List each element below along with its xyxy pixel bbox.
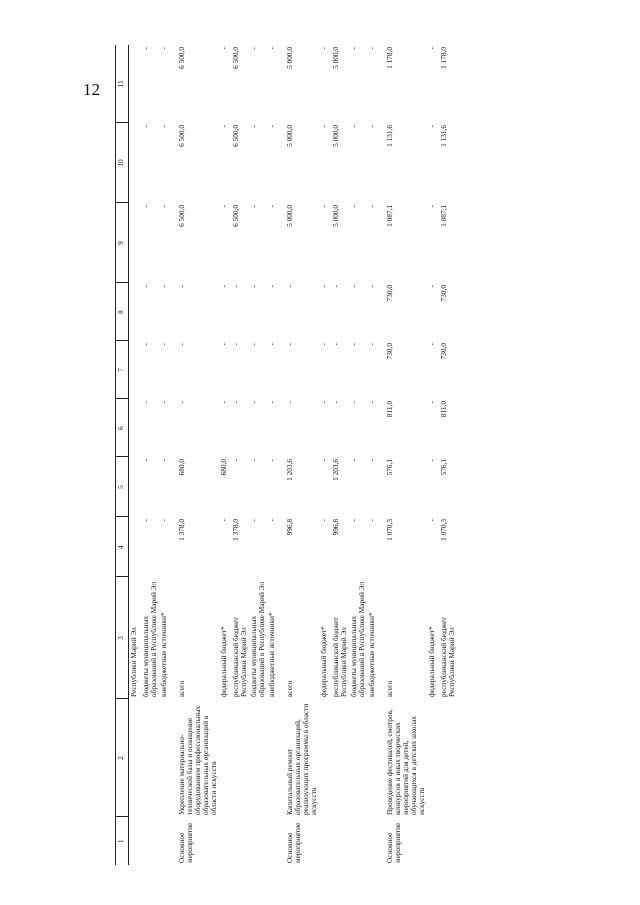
cell-col-2 — [159, 699, 171, 817]
cell-col-11: 1 178,0 — [385, 47, 395, 69]
cell-col-8: - — [367, 285, 377, 288]
cell-col-1: Основное мероприятие — [385, 822, 403, 863]
cell-col-3: бюджеты муниципальных образований в Республике Марий Эл — [249, 581, 267, 697]
cell-col-3: внебюджетные источники* — [159, 612, 169, 697]
cell-col-2: Проведение фестивалей, смотров, конкурсов и иных творческих мероприятий для детей, обучающихся в детских школах искусств — [385, 709, 427, 815]
table-row — [159, 45, 171, 865]
cell-col-9: 6 500,0 — [231, 205, 241, 227]
cell-col-2 — [319, 699, 331, 817]
cell-col-4: - — [249, 519, 259, 522]
cell-col-8: - — [219, 285, 229, 288]
cell-col-10: 5 000,0 — [331, 125, 341, 147]
table-row — [331, 45, 349, 865]
column-header: 10 — [116, 123, 129, 203]
table-row — [249, 45, 267, 865]
cell-col-1 — [267, 817, 279, 865]
cell-col-2 — [349, 699, 367, 817]
cell-col-11: - — [219, 47, 229, 50]
cell-col-1 — [129, 817, 142, 865]
cell-col-4 — [129, 517, 142, 577]
cell-col-5: 576,1 — [439, 459, 449, 476]
cell-col-5: - — [249, 459, 259, 462]
cell-col-1 — [231, 817, 249, 865]
cell-col-11: 5 000,0 — [331, 47, 341, 69]
table-row — [349, 45, 367, 865]
cell-col-1 — [331, 817, 349, 865]
cell-col-4: - — [349, 519, 359, 522]
cell-col-7: - — [319, 343, 329, 346]
cell-col-8: - — [177, 285, 187, 288]
cell-col-8: 730,0 — [385, 285, 395, 302]
table-row — [385, 45, 427, 865]
table-row — [141, 45, 159, 865]
cell-col-10: - — [249, 125, 259, 128]
cell-col-9: - — [249, 205, 259, 208]
cell-col-9: 6 500,0 — [177, 205, 187, 227]
column-header: 4 — [116, 517, 129, 577]
cell-col-8: - — [319, 285, 329, 288]
cell-col-8: - — [231, 285, 241, 288]
cell-col-5: 1 203,6 — [285, 459, 295, 481]
cell-col-6: - — [349, 401, 359, 404]
cell-col-3: внебюджетные источники* — [267, 612, 277, 697]
cell-col-3: республиканский бюджет Республики Марий Эл — [439, 617, 457, 697]
cell-col-2 — [249, 699, 267, 817]
cell-col-9: 5 000,0 — [285, 205, 295, 227]
cell-col-5: 680,0 — [177, 459, 187, 476]
cell-col-9 — [129, 203, 142, 283]
cell-col-8: - — [141, 285, 150, 288]
cell-col-5: 680,0 — [219, 459, 229, 476]
cell-col-5: - — [319, 459, 329, 462]
cell-col-8 — [129, 283, 142, 341]
cell-col-3: республиканский бюджет Республики Марий Эл — [231, 617, 249, 697]
cell-col-10: - — [367, 125, 377, 128]
cell-col-1 — [427, 817, 439, 865]
cell-col-6: - — [231, 401, 241, 404]
cell-col-8: - — [249, 285, 259, 288]
cell-col-7: - — [231, 343, 241, 346]
cell-col-4: - — [219, 519, 229, 522]
column-header: 1 — [116, 817, 129, 865]
cell-col-7: - — [159, 343, 169, 346]
cell-col-11: 1 178,0 — [439, 47, 449, 69]
cell-col-5: - — [349, 459, 359, 462]
table-row — [177, 45, 219, 865]
cell-col-2 — [439, 699, 457, 817]
cell-col-1 — [219, 817, 231, 865]
cell-col-7: - — [367, 343, 377, 346]
cell-col-11: 6 500,0 — [177, 47, 187, 69]
cell-col-1: Основное мероприятие — [285, 822, 303, 863]
cell-col-11: - — [267, 47, 277, 50]
cell-col-5: - — [427, 459, 437, 462]
cell-col-3: федеральный бюджет* — [427, 626, 437, 697]
cell-col-2 — [141, 699, 159, 817]
cell-col-6 — [129, 399, 142, 457]
cell-col-7: - — [141, 343, 150, 346]
cell-col-11: 5 000,0 — [285, 47, 295, 69]
cell-col-4: 1 378,0 — [177, 519, 187, 541]
cell-col-10: - — [319, 125, 329, 128]
cell-col-3: всего — [285, 680, 295, 697]
cell-col-5: - — [231, 459, 241, 462]
cell-col-6: - — [219, 401, 229, 404]
column-header: 6 — [116, 399, 129, 457]
cell-col-10: 1 131,6 — [439, 125, 449, 147]
cell-col-8: - — [349, 285, 359, 288]
cell-col-5: - — [267, 459, 277, 462]
cell-col-6: - — [367, 401, 377, 404]
cell-col-4: - — [367, 519, 377, 522]
cell-col-5 — [129, 457, 142, 517]
cell-col-7: - — [349, 343, 359, 346]
column-header: 8 — [116, 283, 129, 341]
cell-col-5: 576,1 — [385, 459, 395, 476]
cell-col-2 — [267, 699, 279, 817]
cell-col-11: - — [349, 47, 359, 50]
cell-col-10: 6 500,0 — [231, 125, 241, 147]
cell-col-4: - — [159, 519, 169, 522]
column-header: 2 — [116, 699, 129, 817]
cell-col-6: - — [427, 401, 437, 404]
cell-col-10: - — [219, 125, 229, 128]
cell-col-10: - — [159, 125, 169, 128]
cell-col-7: - — [285, 343, 295, 346]
table-row — [219, 45, 231, 865]
cell-col-9: - — [159, 205, 169, 208]
cell-col-3: всего — [177, 680, 187, 697]
cell-col-3: бюджеты муниципальных образований в Республике Марий Эл — [349, 581, 367, 697]
cell-col-3: внебюджетные источники* — [367, 612, 377, 697]
column-header: 7 — [116, 341, 129, 399]
cell-col-7: 730,0 — [439, 343, 449, 360]
cell-col-11: - — [427, 47, 437, 50]
cell-col-9: - — [141, 205, 150, 208]
cell-col-2: Укрепление материально-технической базы и оснащение оборудованием профессиональных образовательных организаций в области искусств — [177, 705, 219, 815]
table-row — [285, 45, 319, 865]
cell-col-10: 1 131,6 — [385, 125, 395, 147]
cell-col-6: - — [177, 401, 187, 404]
cell-col-9: - — [367, 205, 377, 208]
cell-col-10: - — [349, 125, 359, 128]
cell-col-2 — [331, 699, 349, 817]
table-row — [427, 45, 439, 865]
cell-col-7: - — [427, 343, 437, 346]
cell-col-1: Основное мероприятие — [177, 822, 195, 863]
cell-col-2 — [129, 699, 142, 817]
table-row — [231, 45, 249, 865]
table-body — [129, 45, 458, 865]
cell-col-11: - — [249, 47, 259, 50]
cell-col-6: - — [249, 401, 259, 404]
cell-col-4: 1 378,0 — [231, 519, 241, 541]
cell-col-1 — [349, 817, 367, 865]
cell-col-11: - — [141, 47, 150, 50]
column-header: 11 — [116, 45, 129, 123]
cell-col-2 — [231, 699, 249, 817]
cell-col-10: 6 500,0 — [177, 125, 187, 147]
cell-col-1 — [141, 817, 159, 865]
cell-col-10: - — [141, 125, 150, 128]
cell-col-9: 1 087,1 — [385, 205, 395, 227]
cell-col-9: - — [219, 205, 229, 208]
cell-col-8: 730,0 — [439, 285, 449, 302]
cell-col-1 — [319, 817, 331, 865]
cell-col-1 — [439, 817, 457, 865]
cell-col-6: - — [331, 401, 341, 404]
table-row — [439, 45, 457, 865]
cell-col-6: - — [319, 401, 329, 404]
column-header: 5 — [116, 457, 129, 517]
cell-col-11 — [129, 45, 142, 123]
cell-col-9: 1 087,1 — [439, 205, 449, 227]
cell-col-6: 811,0 — [385, 401, 395, 418]
cell-col-9: - — [349, 205, 359, 208]
cell-col-7: - — [249, 343, 259, 346]
header-row — [116, 45, 129, 865]
cell-col-2 — [367, 699, 379, 817]
cell-col-6: - — [159, 401, 169, 404]
cell-col-4: - — [267, 519, 277, 522]
cell-col-8: - — [267, 285, 277, 288]
column-header: 9 — [116, 203, 129, 283]
cell-col-9: - — [319, 205, 329, 208]
cell-col-4: 996,8 — [331, 519, 341, 536]
cell-col-3: федеральный бюджет* — [319, 626, 329, 697]
cell-col-9: 5 000,0 — [331, 205, 341, 227]
cell-col-3: бюджеты муниципальных образований в Республике Марий Эл — [141, 581, 159, 697]
cell-col-4: 996,8 — [285, 519, 295, 536]
cell-col-6: - — [267, 401, 277, 404]
cell-col-7: - — [219, 343, 229, 346]
rotated-sheet — [115, 45, 585, 865]
cell-col-3: всего — [385, 680, 395, 697]
table-row — [129, 45, 142, 865]
budget-table — [115, 45, 457, 865]
cell-col-3: республиканский бюджет Республики Марий Эл — [331, 617, 349, 697]
cell-col-2 — [219, 699, 231, 817]
cell-col-1 — [159, 817, 171, 865]
cell-col-4: 1 070,3 — [439, 519, 449, 541]
cell-col-5: - — [141, 459, 150, 462]
cell-col-7: - — [331, 343, 341, 346]
cell-col-5: - — [159, 459, 169, 462]
cell-col-8: - — [331, 285, 341, 288]
cell-col-1 — [249, 817, 267, 865]
cell-col-4: 1 070,3 — [385, 519, 395, 541]
cell-col-9: - — [267, 205, 277, 208]
cell-col-10 — [129, 123, 142, 203]
cell-col-5: 1 203,6 — [331, 459, 341, 481]
table-row — [367, 45, 379, 865]
page-number: 12 — [83, 80, 100, 99]
table-row — [319, 45, 331, 865]
cell-col-7 — [129, 341, 142, 399]
cell-col-8: - — [285, 285, 295, 288]
cell-col-8: - — [159, 285, 169, 288]
cell-col-4: - — [141, 519, 150, 522]
column-header: 3 — [116, 577, 129, 699]
cell-col-3: федеральный бюджет* — [219, 626, 229, 697]
cell-col-7: 730,0 — [385, 343, 395, 360]
cell-col-2: Капитальный ремонт образовательных организаций, реализующих программы в области искусств — [285, 703, 319, 815]
cell-col-7: - — [267, 343, 277, 346]
cell-col-10: - — [267, 125, 277, 128]
cell-col-6: - — [141, 401, 150, 404]
cell-col-6: - — [285, 401, 295, 404]
cell-col-7: - — [177, 343, 187, 346]
cell-col-11: - — [319, 47, 329, 50]
cell-col-11: - — [159, 47, 169, 50]
cell-col-5: - — [367, 459, 377, 462]
cell-col-11: 6 500,0 — [231, 47, 241, 69]
cell-col-1 — [367, 817, 379, 865]
cell-col-8: - — [427, 285, 437, 288]
cell-col-9: - — [427, 205, 437, 208]
cell-col-11: - — [367, 47, 377, 50]
cell-col-10: - — [427, 125, 437, 128]
cell-col-6: 811,0 — [439, 401, 449, 418]
cell-col-4: - — [319, 519, 329, 522]
cell-col-4: - — [427, 519, 437, 522]
cell-col-2 — [427, 699, 439, 817]
cell-col-10: 5 000,0 — [285, 125, 295, 147]
cell-col-3: Республики Марий Эл — [129, 627, 138, 697]
table-row — [267, 45, 279, 865]
